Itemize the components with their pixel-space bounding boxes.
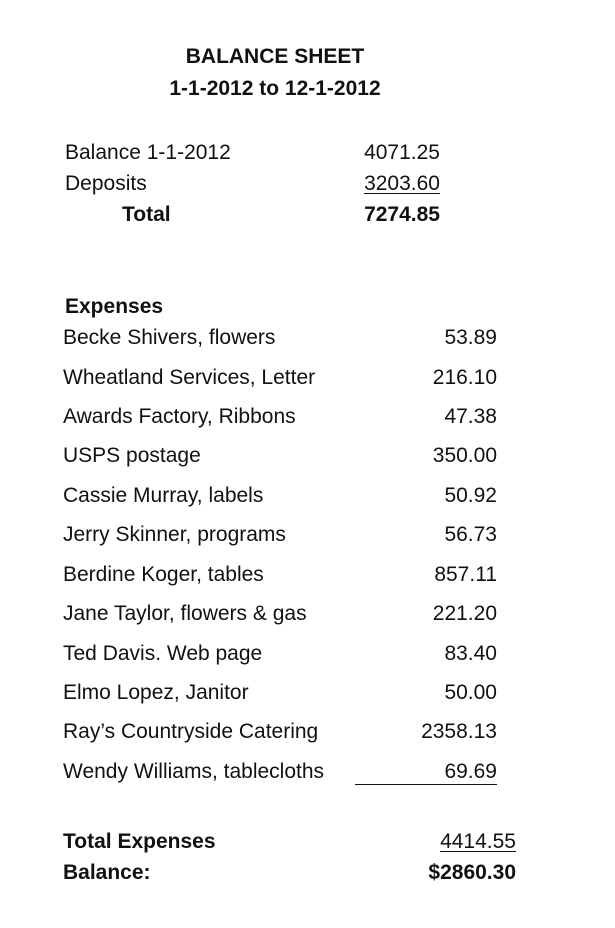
document-period: 1-1-2012 to 12-1-2012 xyxy=(169,77,381,100)
expense-label: Cassie Murray, labels xyxy=(63,484,264,507)
expense-amount: 350.00 xyxy=(432,444,497,467)
total-expenses-label: Total Expenses xyxy=(63,830,216,853)
final-balance-amount: $2860.30 xyxy=(428,861,516,884)
expense-label: Awards Factory, Ribbons xyxy=(63,405,296,428)
expense-label: Elmo Lopez, Janitor xyxy=(63,681,249,704)
expense-label: USPS postage xyxy=(63,444,201,467)
expense-label: Jane Taylor, flowers & gas xyxy=(63,602,307,625)
deposits-label: Deposits xyxy=(65,172,147,195)
expense-amount: 221.20 xyxy=(432,602,497,625)
expense-label: Wendy Williams, tablecloths xyxy=(63,760,325,783)
total-amount: 7274.85 xyxy=(364,203,440,226)
deposits-amount: 3203.60 xyxy=(364,172,440,195)
total-label: Total xyxy=(122,203,171,226)
expense-label: Jerry Skinner, programs xyxy=(63,523,286,546)
final-balance-label: Balance: xyxy=(63,861,151,884)
expense-amount: 216.10 xyxy=(432,366,497,389)
balance-start-amount: 4071.25 xyxy=(364,141,440,164)
expense-amount: 53.89 xyxy=(444,326,497,349)
expense-amount: 69.69 xyxy=(444,760,497,783)
expense-label: Ted Davis. Web page xyxy=(63,642,263,665)
expense-amount: 857.11 xyxy=(434,563,497,586)
expense-amount: 2358.13 xyxy=(421,720,497,743)
expense-amount: 50.00 xyxy=(444,681,497,704)
expense-amount: 56.73 xyxy=(444,523,497,546)
total-expenses-amount: 4414.55 xyxy=(440,830,516,853)
sum-rule-line xyxy=(355,784,497,785)
balance-start-label: Balance 1-1-2012 xyxy=(65,141,231,164)
expense-amount: 83.40 xyxy=(444,642,497,665)
expense-amount: 50.92 xyxy=(444,484,497,507)
expense-label: Wheatland Services, Letter xyxy=(63,366,316,389)
document-title: BALANCE SHEET xyxy=(185,45,365,68)
expense-label: Becke Shivers, flowers xyxy=(63,326,276,349)
expense-label: Ray’s Countryside Catering xyxy=(63,720,319,743)
expense-label: Berdine Koger, tables xyxy=(63,563,264,586)
expenses-heading: Expenses xyxy=(65,295,164,318)
expense-amount: 47.38 xyxy=(444,405,497,428)
